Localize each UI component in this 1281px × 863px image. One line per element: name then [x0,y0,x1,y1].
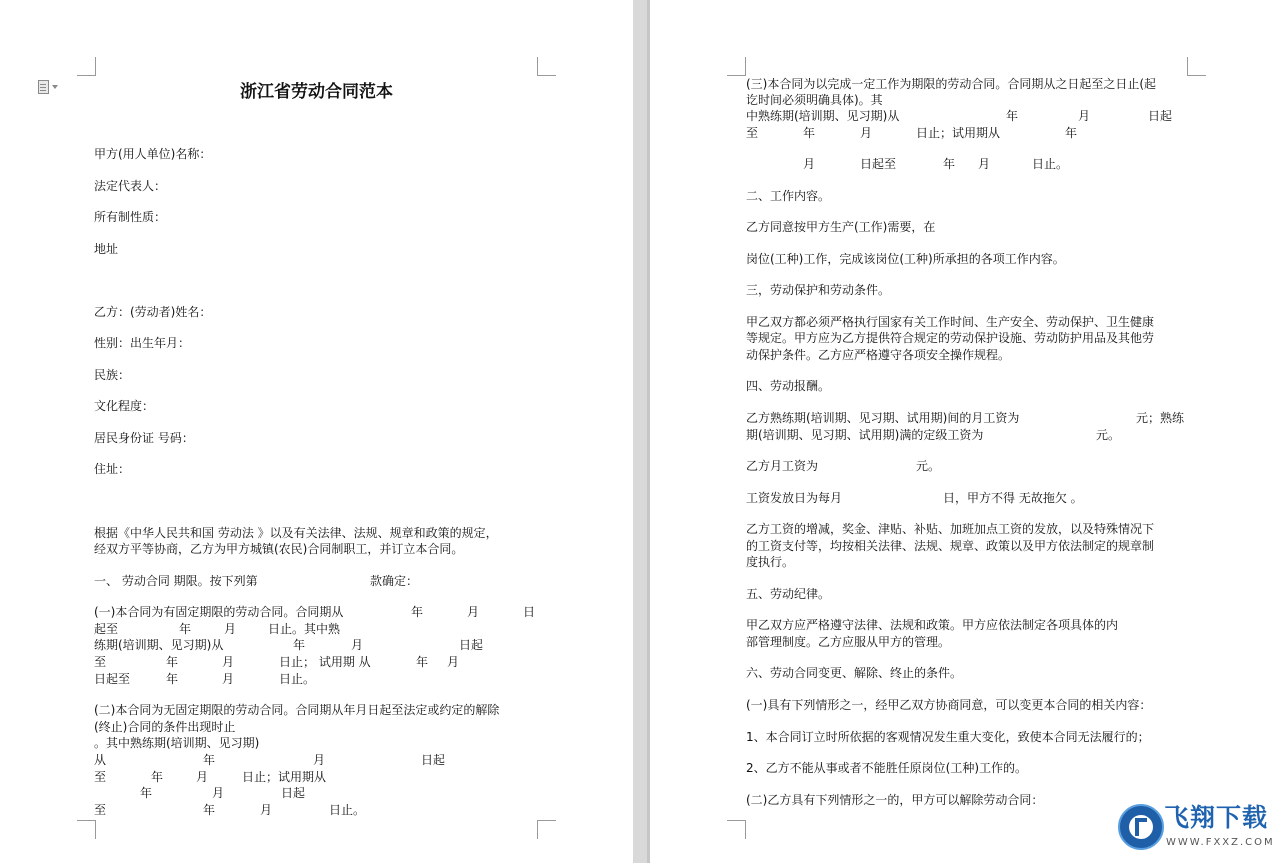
text-line: 年 [803,126,816,140]
text-line: (三)本合同为以完成一定工作为期限的劳动合同。合同期从之日起至之日止(起 [746,77,1157,91]
text-line: 一、 劳动合同 期限。按下列第 [94,574,258,588]
text-line: (一)具有下列情形之一，经甲乙双方协商同意，可以变更本合同的相关内容： [746,698,1152,712]
text-line: 日起至 [94,672,131,686]
margin-corner-bottom-left [727,820,746,839]
document-page-left [0,0,633,863]
document-page-right [650,0,1281,863]
text-line: 月 [978,157,991,171]
text-line: 日止； 试用期 从 [279,655,371,669]
margin-corner-top-left [77,57,96,76]
text-line: 住址： [94,462,131,476]
text-line: 月 [803,157,816,171]
text-line: 根据《中华人民共和国 劳动法 》以及有关法律、法规、规章和政策的规定， [94,526,498,540]
text-line: 元；熟练 [1136,411,1185,425]
text-line: 日止。 [1032,157,1069,171]
text-line: 年 [179,622,192,636]
text-line: 元。 [916,459,941,473]
text-line: 乙方月工资为 [746,459,819,473]
text-line: 日起 [1148,109,1173,123]
text-line: 甲方(用人单位)名称： [94,147,212,161]
text-line: 动保护条件。乙方应严格遵守各项安全操作规程。 [746,348,1011,362]
text-line: 地址 [94,242,119,256]
text-line: 月 [224,622,237,636]
text-line: 月 [467,605,480,619]
text-line: 年 [166,655,179,669]
margin-corner-top-left [727,57,746,76]
text-line: 日起 [421,753,446,767]
watermark-url: WWW.FXXZ.COM [1166,837,1275,848]
text-line: 月 [212,786,225,800]
text-line: 性别：出生年月： [94,336,191,350]
text-line: 至 [746,126,759,140]
text-line: 中熟练期(培训期、见习期)从 [746,109,900,123]
text-line: 年 [166,672,179,686]
margin-corner-top-right [1187,57,1206,76]
text-line: 日止。 [329,803,366,817]
text-line: 六、劳动合同变更、解除、终止的条件。 [746,666,963,680]
text-line: 三，劳动保护和劳动条件。 [746,283,891,297]
text-line: (终止)合同的条件出现时止 [94,720,236,734]
text-line: 日 [523,605,536,619]
text-line: (一)本合同为有固定期限的劳动合同。合同期从 [94,605,344,619]
text-line: 日止。其中熟 [268,622,341,636]
text-line: 工资发放日为每月 [746,491,843,505]
text-line: 经双方平等协商，乙方为甲方城镇(农民)合同制职工，并订立本合同。 [94,542,464,556]
text-line: 乙方工资的增减，奖金、津贴、补贴、加班加点工资的发放，以及特殊情况下 [746,522,1155,536]
text-line: 元。 [1096,428,1121,442]
text-line: 乙方同意按甲方生产(工作)需要，在 [746,220,936,234]
text-line: 年 [151,770,164,784]
text-line: 月 [860,126,873,140]
text-line: 年 [1006,109,1019,123]
text-line: 2、乙方不能从事或者不能胜任原岗位(工种)工作的。 [746,761,1028,775]
text-line: 乙方熟练期(培训期、见习期、试用期)间的月工资为 [746,411,1020,425]
text-line: 月 [313,753,326,767]
text-line: 的工资支付等，均按相关法律、法规、规章、政策以及甲方依法制定的规章制 [746,539,1155,553]
text-line: 民族： [94,368,131,382]
text-line: (二)本合同为无固定期限的劳动合同。合同期从年月日起至法定或约定的解除 [94,703,500,717]
text-line: 五、劳动纪律。 [746,587,831,601]
text-line: 至 [94,655,107,669]
text-line: 月 [222,672,235,686]
text-line: 讫时间必须明确具体)。其 [746,93,883,107]
margin-corner-bottom-right [537,820,556,839]
text-line: 居民身份证 号码： [94,431,194,445]
text-line: 月 [260,803,273,817]
text-line: 所有制性质： [94,210,167,224]
text-line: 款确定： [370,574,419,588]
text-line: 年 [203,803,216,817]
text-line: 文化程度： [94,399,155,413]
text-line: 四、劳动报酬。 [746,379,831,393]
site-watermark [1112,800,1281,863]
text-line: 年 [411,605,424,619]
text-line: 日止；试用期从 [916,126,1001,140]
text-line: 年 [140,786,153,800]
text-line: 日止。 [279,672,316,686]
text-line: 乙方：(劳动者)姓名： [94,305,212,319]
text-line: 。其中熟练期(培训期、见习期) [94,736,260,750]
text-line: 等规定。甲方应为乙方提供符合规定的劳动保护设施、劳动防护用品及其他劳 [746,331,1155,345]
margin-corner-bottom-left [77,820,96,839]
text-line: 起至 [94,622,119,636]
text-line: 年 [416,655,429,669]
text-line: (二)乙方具有下列情形之一的，甲方可以解除劳动合同： [746,793,1044,807]
text-line: 日止；试用期从 [242,770,327,784]
text-line: 月 [447,655,460,669]
text-line: 至 [94,770,107,784]
text-line: 至 [94,803,107,817]
text-line: 月 [351,638,364,652]
text-line: 1、本合同订立时所依据的客观情况发生重大变化，致使本合同无法履行的； [746,730,1150,744]
text-line: 部管理制度。乙方应服从甲方的管理。 [746,635,951,649]
text-line: 月 [222,655,235,669]
text-line: 法定代表人： [94,179,167,193]
text-line: 日起 [459,638,484,652]
site-logo-icon [1118,804,1164,850]
text-line: 甲乙双方都必须严格执行国家有关工作时间、生产安全、劳动保护、卫生健康 [746,315,1155,329]
watermark-brand: 飞翔下载 [1164,803,1269,832]
text-line: 从 [94,753,107,767]
text-line: 日起至 [860,157,897,171]
text-line: 月 [196,770,209,784]
text-line: 岗位(工种)工作，完成该岗位(工种)所承担的各项工作内容。 [746,252,1065,266]
text-line: 年 [1065,126,1078,140]
text-line: 练期(培训期、见习期)从 [94,638,224,652]
text-line: 度执行。 [746,555,795,569]
text-line: 年 [203,753,216,767]
text-line: 二、工作内容。 [746,189,831,203]
text-line: 日，甲方不得 无故拖欠 。 [943,491,1083,505]
margin-corner-top-right [537,57,556,76]
text-line: 期(培训期、见习期、试用期)满的定级工资为 [746,428,984,442]
text-line: 月 [1078,109,1091,123]
text-line: 年 [293,638,306,652]
document-title: 浙江省劳动合同范本 [240,82,393,102]
text-line: 日起 [281,786,306,800]
text-line: 年 [943,157,956,171]
text-line: 甲乙双方应严格遵守法律、法规和政策。甲方应依法制定各项具体的内 [746,618,1119,632]
